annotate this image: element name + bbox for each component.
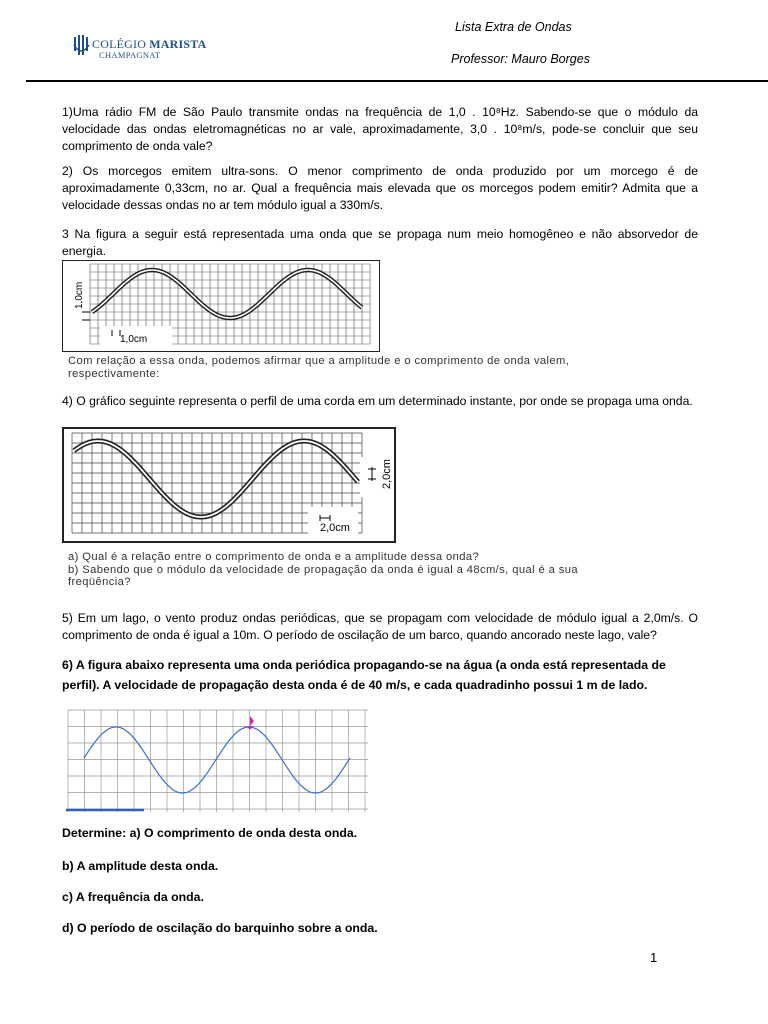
caption-line-2: respectivamente: bbox=[68, 367, 160, 380]
fig4-vertical-label: 2,0cm bbox=[381, 459, 393, 489]
fig3-horizontal-label: 1,0cm bbox=[120, 334, 148, 345]
question-1: 1)Uma rádio FM de São Paulo transmite ondas na frequência de 1,0 . 10⁸Hz. Sabendo-se que o módulo da velocidade das ondas eletromagnéticas no ar vale, aproximadamente, 3,0 . 10⁸m/s, pode-se concluir que seu comprimento de onda vale? bbox=[62, 105, 698, 153]
question-6-c: c) A frequência da onda. bbox=[62, 890, 204, 904]
logo-subtitle: CHAMPAGNAT bbox=[99, 50, 161, 60]
document-title: Lista Extra de Ondas bbox=[455, 20, 572, 34]
question-2: 2) Os morcegos emitem ultra-sons. O menor comprimento de onda produzido por um morcego é de aproximadamente 0,33cm, no ar. Qual a frequência mais elevada que os morcegos podem emitir? Admita que a velocidade dessas ondas no ar tem módulo igual a 330m/s. bbox=[62, 164, 698, 212]
header-rule bbox=[26, 80, 768, 82]
question-6-d: d) O período de oscilação do barquinho sobre a onda. bbox=[62, 921, 378, 935]
logo-name: COLÉGIO MARISTA bbox=[92, 37, 207, 51]
question-5: 5) Em um lago, o vento produz ondas periódicas, que se propagam com velocidade de módulo igual a 2,0m/s. O comprimento de onda é igual a 10m. O período de oscilação de um barco, quando ancorado neste lago, vale? bbox=[62, 611, 698, 642]
caption-line-1: Com relação a essa onda, podemos afirmar que a amplitude e o comprimento de onda valem, bbox=[68, 355, 570, 367]
question-6-a: Determine: a) O comprimento de onda desta onda. bbox=[62, 826, 358, 840]
professor-name: Professor: Mauro Borges bbox=[451, 52, 590, 66]
question-6-wave-figure bbox=[66, 708, 370, 814]
fig4-horizontal-label: 2,0cm bbox=[320, 522, 350, 534]
school-logo bbox=[72, 33, 92, 59]
question-3-wave-figure bbox=[62, 260, 380, 352]
question-4-wave-figure bbox=[62, 427, 396, 543]
question-4-subquestions bbox=[68, 551, 578, 589]
fig3-vertical-label: 1,0cm bbox=[74, 281, 85, 309]
question-4-b-line-1: b) Sabendo que o módulo da velocidade de propagação da onda é igual a 48cm/s, qual é a sua bbox=[68, 563, 578, 576]
question-3-caption bbox=[68, 355, 569, 380]
question-6-b: b) A amplitude desta onda. bbox=[62, 859, 219, 873]
question-6: 6) A figura abaixo representa uma onda periódica propagando-se na água (a onda está representada de perfil). A velocidade de propagação desta onda é de 40 m/s, e cada quadradinho possui 1 m de lado. bbox=[62, 658, 666, 692]
question-4: 4) O gráfico seguinte representa o perfil de uma corda em um determinado instante, por onde se propaga uma onda. bbox=[62, 394, 693, 408]
question-4-b-line-2: freqüência? bbox=[68, 576, 131, 588]
question-3: 3 Na figura a seguir está representada uma onda que se propaga num meio homogêneo e não absorvedor de energia. bbox=[62, 227, 698, 258]
question-4-a: a) Qual é a relação entre o comprimento de onda e a amplitude dessa onda? bbox=[68, 551, 480, 563]
page-number: 1 bbox=[650, 950, 658, 965]
